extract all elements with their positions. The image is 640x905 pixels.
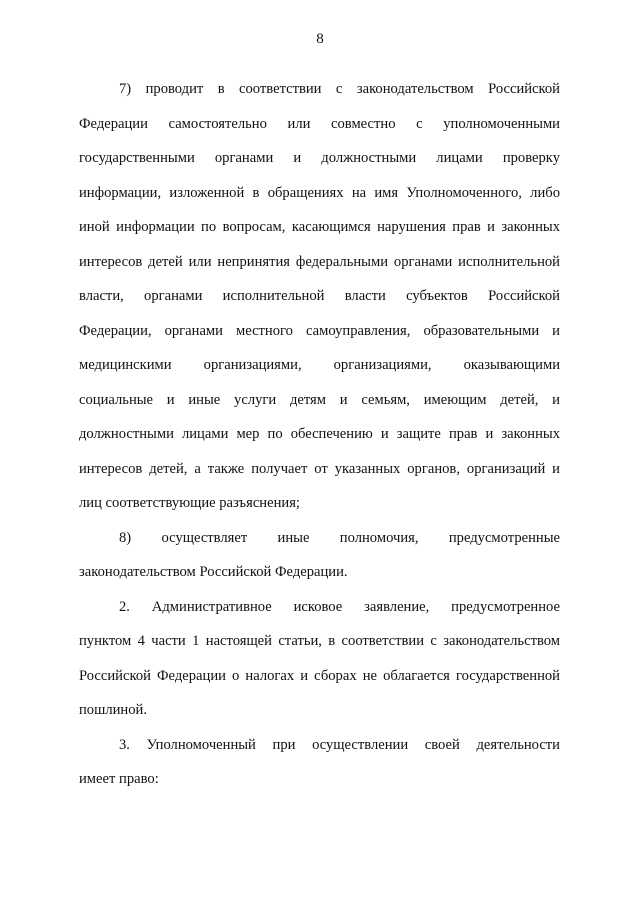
text-line: иной информации по вопросам, касающимся нарушения прав и законных xyxy=(79,219,560,235)
page-number: 8 xyxy=(316,31,324,47)
text-line: Российской Федерации о налогах и сборах не облагается государственной xyxy=(79,667,560,684)
text-line: 2. Административное исковое заявление, предусмотренное xyxy=(119,598,560,615)
text-line: законодательством Российской Федерации. xyxy=(79,564,348,580)
text-line: государственными органами и должностными лицами проверку xyxy=(79,150,560,166)
paragraph-item-7 xyxy=(79,72,560,521)
text-line: Федерации самостоятельно или совместно с уполномоченными xyxy=(79,115,560,132)
text-line: медицинскими организациями, организациями, оказывающими xyxy=(79,357,560,373)
text-line: интересов детей, а также получает от указанных органов, организаций и xyxy=(79,460,560,477)
text-line: социальные и иные услуги детям и семьям, имеющим детей, и xyxy=(79,391,560,408)
paragraph-section-3 xyxy=(79,728,560,797)
text-line: пунктом 4 части 1 настоящей статьи, в соответствии с законодательством xyxy=(79,633,560,649)
text-line: 3. Уполномоченный при осуществлении своей деятельности xyxy=(119,736,560,753)
text-line: 7) проводит в соответствии с законодательством Российской xyxy=(119,81,560,97)
text-line: Федерации, органами местного самоуправления, образовательными и xyxy=(79,322,560,339)
text-line: информации, изложенной в обращениях на имя Уполномоченного, либо xyxy=(79,184,560,201)
text-line: интересов детей или непринятия федеральными органами исполнительной xyxy=(79,253,560,270)
document-body xyxy=(79,72,560,797)
text-line: 8) осуществляет иные полномочия, предусмотренные xyxy=(119,529,560,546)
text-line: должностными лицами мер по обеспечению и защите прав и законных xyxy=(79,426,560,442)
paragraph-item-8 xyxy=(79,521,560,590)
text-line: пошлиной. xyxy=(79,702,148,718)
text-line: имеет право: xyxy=(79,771,159,787)
paragraph-section-2 xyxy=(79,590,560,728)
text-line: лиц соответствующие разъяснения; xyxy=(79,495,300,511)
text-line: власти, органами исполнительной власти субъектов Российской xyxy=(79,288,560,304)
